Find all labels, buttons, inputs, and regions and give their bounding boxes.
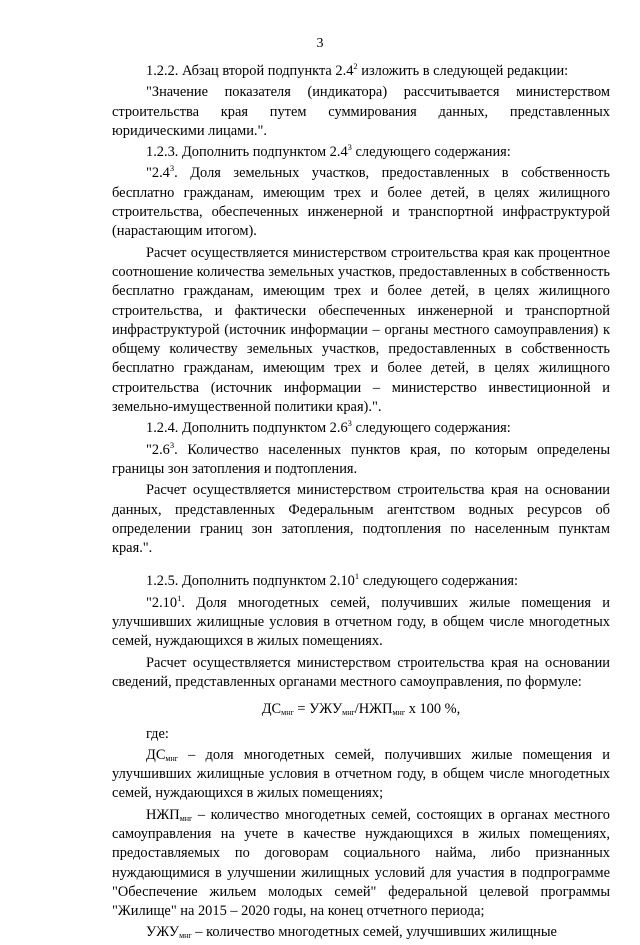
spacer (112, 560, 610, 572)
document-body (112, 62, 610, 945)
paragraph-2-10-1: "2.10$^1$. Доля многодетных семей, получивших жилые помещения и улучшивших жилищные условия в отчетном году, в общем числе многодетных семей, нуждающихся в жилых помещениях. (112, 592, 610, 650)
definition-nzhp: $НЖП_{мнг}$ – количество многодетных семей, состоящих в органах местного самоуправления на учете в качестве нуждающихся в жилых помещениях, предоставляемых по договорам социального найма, либо признанных нуждающимися в улучшении жилищных условий для участия в подпрограмме "Обеспечение жильем молодых семей" федеральной целевой программы "Жилище" на 2015 – 2020 годы, на конец отчетного периода; (112, 806, 610, 920)
definition-uzhu: $УЖУ_{мнг}$ – количество многодетных семей, улучшивших жилищные (146, 924, 557, 941)
paragraph-calc-families: Расчет осуществляется министерством строительства края на основании сведений, представленных органами местного самоуправления, по формуле: (112, 654, 610, 690)
formula: $ДС_{мнг} = УЖУ_{мнг}/НЖП_{мнг}$ х 100 %, (261, 701, 461, 718)
paragraph-where: где: (146, 725, 169, 742)
paragraph-1-2-5: 1.2.5. Дополнить подпунктом 2.10$^1$ следующего содержания: (146, 571, 518, 590)
definition-ds: $ДС_{мнг}$ – доля многодетных семей, получивших жилые помещения и улучшивших жилищные условия в отчетном году, в общем числе многодетных семей, нуждающихся в жилых помещениях; (112, 746, 610, 802)
page-number: 3 (316, 36, 324, 51)
paragraph-indicator-value: "Значение показателя (индикатора) рассчитывается министерством строительства края путем суммирования данных, представленных юридическими лицами.". (112, 84, 610, 139)
paragraph-calc-land: Расчет осуществляется министерством строительства края как процентное соотношение количества земельных участков, предоставленных в собственность бесплатно гражданам, имеющим трех и более детей, в целях жилищного строительства, и фактически обеспеченных инженерной и транспортной инфраструктурой (источник информации – органы местного самоуправления) к общему количеству земельных участков, предоставленных в собственность бесплатно гражданам, имеющим трех и более детей, в целях жилищного строительства (источник информации – министерство инвестиционной и земельно-имущественной политики края).". (112, 244, 610, 416)
paragraph-1-2-2: 1.2.2. Абзац второй подпункта $2.4^2$ изложить в следующей редакции: (146, 61, 569, 79)
paragraph-1-2-4: 1.2.4. Дополнить подпунктом $2.6^3$ следующего содержания: (146, 418, 511, 437)
paragraph-1-2-3: 1.2.3. Дополнить подпунктом $2.4^3$ следующего содержания: (146, 142, 511, 161)
paragraph-2-6-3: "$2.6^3$. Количество населенных пунктов края, по которым определены границы зон затопления и подтопления. (112, 439, 610, 477)
paragraph-2-4-3: "$2.4^3$. Доля земельных участков, предоставленных в собственность бесплатно гражданам, имеющим трех и более детей, в целях жилищного строительства, обеспеченных инженерной и транспортной инфраструктурой (нарастающим итогом). (112, 163, 610, 240)
paragraph-calc-flood: Расчет осуществляется министерством строительства края на основании данных, представленных Федеральным агентством водных ресурсов об определении границ зон затопления, подтопления по населенным пунктам края.". (112, 482, 610, 557)
